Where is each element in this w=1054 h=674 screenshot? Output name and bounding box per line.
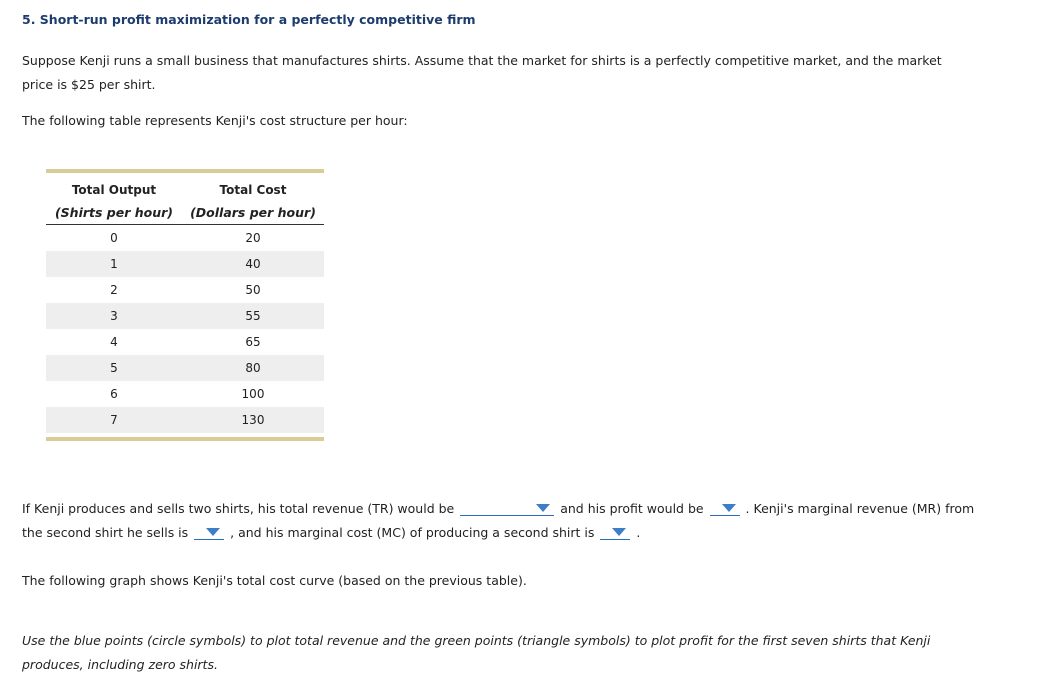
- intro-paragraph: [22, 49, 982, 96]
- question-text-profit: and his profit would be: [560, 501, 704, 516]
- cell-cost: 20: [245, 231, 261, 245]
- chevron-down-icon: [722, 504, 736, 512]
- cell-output: 2: [110, 283, 118, 297]
- total-revenue-dropdown[interactable]: [460, 500, 554, 516]
- question-text-second-shirt: the second shirt he sells is: [22, 525, 189, 540]
- intro-line-1: Suppose Kenji runs a small business that manufactures shirts. Assume that the market for shirts is a perfectly competitive market, and the market: [22, 53, 942, 68]
- graph-intro: The following graph shows Kenji's total cost curve (based on the previous table).: [22, 573, 527, 588]
- header-total-output: Total Output: [71, 183, 157, 197]
- table-header-labels: [46, 179, 324, 201]
- plot-instructions: [22, 629, 982, 674]
- instructions-line-1: Use the blue points (circle symbols) to plot total revenue and the green points (triangle symbols) to plot profit for the first seven shirts that Kenji: [22, 633, 931, 648]
- cell-cost: 40: [245, 257, 261, 271]
- table-header-units: [46, 201, 324, 223]
- table-row: [46, 225, 324, 251]
- cost-table: [46, 169, 324, 441]
- header-output-unit: (Shirts per hour): [54, 204, 174, 220]
- chevron-down-icon: [536, 504, 550, 512]
- cell-cost: 65: [245, 335, 261, 349]
- header-total-cost: Total Cost: [219, 183, 287, 197]
- table-row: [46, 381, 324, 407]
- cell-output: 0: [110, 231, 118, 245]
- question-line-2: [22, 521, 640, 545]
- question-text-end: .: [636, 525, 641, 540]
- cell-output: 4: [110, 335, 118, 349]
- table-row: [46, 251, 324, 277]
- cell-output: 6: [110, 387, 118, 401]
- cell-cost: 100: [241, 387, 265, 401]
- question-line-1: [22, 497, 974, 521]
- cell-output: 1: [110, 257, 118, 271]
- table-bottom-rule: [46, 437, 324, 441]
- cell-cost: 55: [245, 309, 261, 323]
- cell-output: 7: [110, 413, 118, 427]
- cell-cost: 80: [245, 361, 261, 375]
- table-row: [46, 407, 324, 433]
- question-text-mc: , and his marginal cost (MC) of producing a second shirt is: [230, 525, 595, 540]
- cell-output: 3: [110, 309, 118, 323]
- header-cost-unit: (Dollars per hour): [190, 204, 316, 220]
- question-title: 5. Short-run profit maximization for a perfectly competitive firm: [22, 12, 476, 27]
- marginal-revenue-dropdown[interactable]: [194, 524, 224, 540]
- chevron-down-icon: [612, 528, 626, 536]
- cell-output: 5: [110, 361, 118, 375]
- intro-line-2: price is $25 per shirt.: [22, 76, 156, 92]
- table-body: [46, 225, 324, 433]
- chevron-down-icon: [206, 528, 220, 536]
- table-row: [46, 329, 324, 355]
- table-top-rule: [46, 169, 324, 173]
- marginal-cost-dropdown[interactable]: [600, 524, 630, 540]
- cell-cost: 50: [245, 283, 261, 297]
- table-row: [46, 303, 324, 329]
- table-intro: The following table represents Kenji's cost structure per hour:: [22, 113, 408, 128]
- question-text-tr: If Kenji produces and sells two shirts, his total revenue (TR) would be: [22, 501, 455, 516]
- instructions-line-2: produces, including zero shirts.: [22, 657, 218, 672]
- table-row: [46, 355, 324, 381]
- question-text-mr: . Kenji's marginal revenue (MR) from: [745, 501, 975, 516]
- table-row: [46, 277, 324, 303]
- cell-cost: 130: [241, 413, 265, 427]
- profit-dropdown[interactable]: [710, 500, 740, 516]
